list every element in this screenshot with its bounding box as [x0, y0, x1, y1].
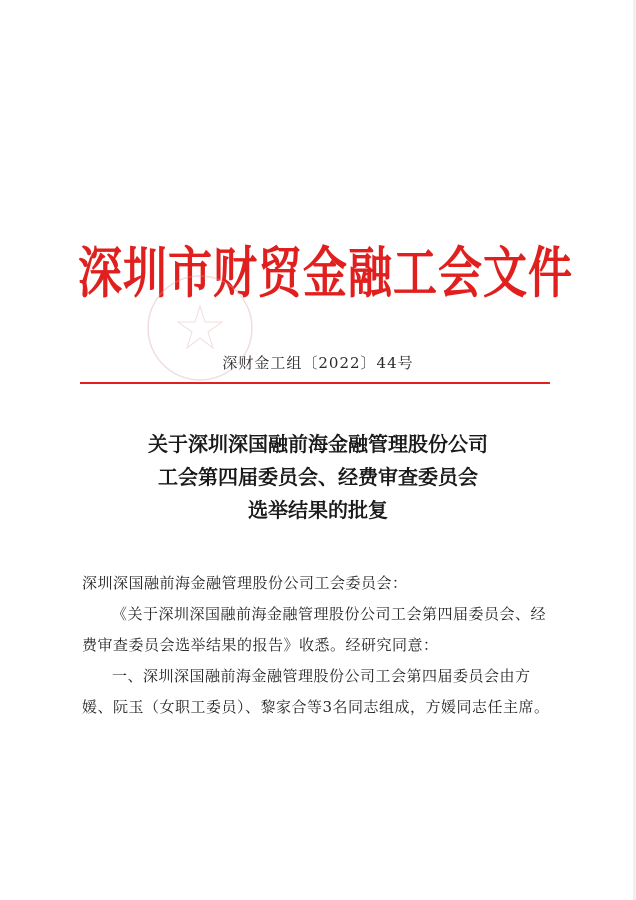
document-body [82, 568, 560, 723]
title-line-1: 关于深圳深国融前海金融管理股份公司 [148, 432, 488, 456]
document-header-title: 深圳市财贸金融工会文件 [78, 241, 573, 306]
red-divider-line [80, 382, 550, 384]
body-paragraph-2: 一、深圳深国融前海金融管理股份公司工会第四届委员会由方媛、阮玉（女职工委员）、黎家合等3名同志组成，方媛同志任主席。 [82, 667, 550, 716]
document-number: 深财金工组〔2022〕44号 [222, 354, 414, 372]
title-line-2: 工会第四届委员会、经费审查委员会 [158, 465, 478, 489]
title-line-3: 选举结果的批复 [248, 498, 388, 522]
body-paragraph-1: 《关于深圳深国融前海金融管理股份公司工会第四届委员会、经费审查委员会选举结果的报告》收悉。经研究同意： [82, 605, 547, 654]
document-title [60, 428, 576, 527]
salutation: 深圳深国融前海金融管理股份公司工会委员会： [82, 574, 408, 592]
